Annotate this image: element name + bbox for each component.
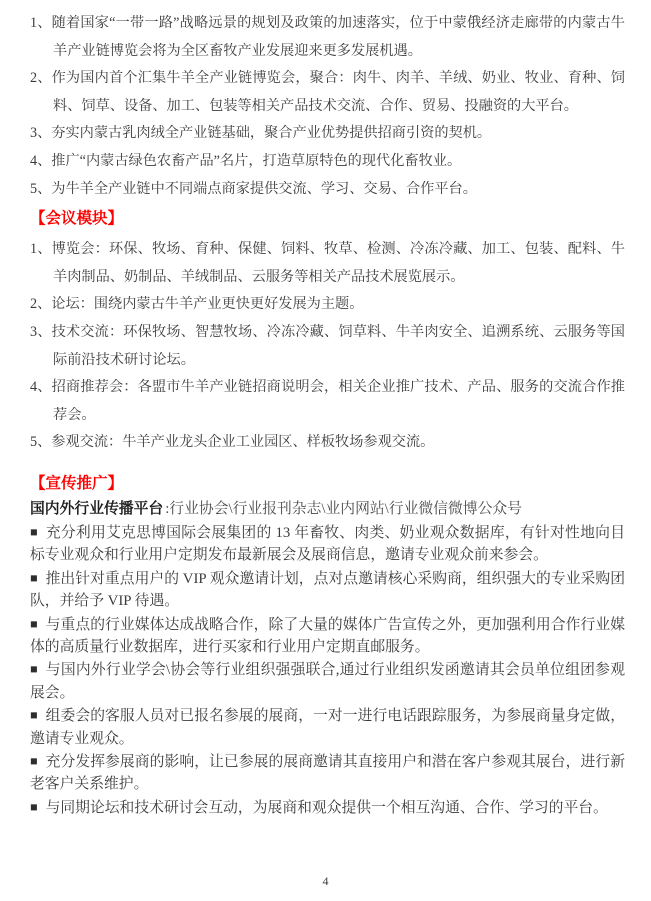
- bullet-item: [30, 521, 625, 567]
- item-text: 夯实内蒙古乳肉绒全产业链基础，聚合产业优势提供招商引资的契机。: [51, 125, 492, 142]
- square-bullet-icon: ■: [30, 753, 38, 768]
- page-number: 4: [322, 874, 329, 888]
- list-item: [30, 10, 625, 65]
- item-number: 5、: [30, 434, 52, 451]
- list-item: [30, 120, 625, 148]
- list-item: [30, 319, 625, 374]
- item-text: 招商推荐会：各盟市牛羊产业链招商说明会，相关企业推广技术、产品、服务的交流合作推荐会。: [51, 379, 625, 423]
- item-text: 论坛：围绕内蒙古牛羊产业更快更好发展为主题。: [51, 296, 364, 313]
- item-text: 参观交流：牛羊产业龙头企业工业园区、样板牧场参观交流。: [51, 434, 435, 451]
- platform-label: 国内外行业传播平台: [30, 500, 164, 517]
- bullet-text: 推出针对重点用户的 VIP 观众邀请计划，点对点邀请核心采购商，组织强大的专业采购团队，并给予 VIP 待遇。: [30, 570, 625, 610]
- square-bullet-icon: ■: [30, 616, 38, 631]
- bullet-text: 充分利用艾克思博国际会展集团的 13 年畜牧、肉类、奶业观众数据库，有针对性地向目标专业观众和行业用户定期发布最新展会及展商信息，邀请专业观众前来参会。: [30, 524, 625, 564]
- list-item: [30, 176, 625, 204]
- square-bullet-icon: ■: [30, 799, 38, 814]
- item-number: 4、: [30, 152, 52, 169]
- bullet-item: [30, 704, 625, 750]
- intro-section: [30, 10, 625, 203]
- bullet-item: [30, 796, 625, 819]
- item-text: 技术交流：环保牧场、智慧牧场、冷冻冷藏、饲草料、牛羊肉安全、追溯系统、云服务等国际前沿技术研讨论坛。: [51, 323, 625, 368]
- list-item: [30, 148, 625, 176]
- item-text: 为牛羊全产业链中不同端点商家提供交流、学习、交易、合作平台。: [51, 180, 477, 197]
- bullet-item: [30, 613, 625, 659]
- item-text: 推广“内蒙古绿色农畜产品”名片，打造草原特色的现代化畜牧业。: [51, 152, 462, 169]
- item-text: 随着国家“一带一路”战略远景的规划及政策的加速落实，位于中蒙俄经济走廊带的内蒙古牛羊产业链博览会将为全区畜牧产业发展迎来更多发展机遇。: [51, 15, 625, 59]
- platform-channels: :行业协会\行业报刊杂志\业内网站\行业微信微博公众号: [165, 500, 522, 517]
- list-item: [30, 429, 625, 457]
- item-text: 作为国内首个汇集牛羊全产业链博览会，聚合：肉牛、肉羊、羊绒、奶业、牧业、育种、饲料、饲草、设备、加工、包装等相关产品技术交流、合作、贸易、投融资的大平台。: [51, 70, 625, 114]
- bullet-text: 与重点的行业媒体达成战略合作，除了大量的媒体广告宣传之外，更加强利用合作行业媒体的高质量行业数据库，进行买家和行业用户定期直邮服务。: [30, 616, 625, 655]
- bullet-text: 与国内外行业学会\协会等行业组织强强联合,通过行业组织发函邀请其会员单位组团参观展会。: [30, 662, 625, 701]
- promotion-section: [30, 498, 625, 819]
- list-item: [30, 65, 625, 120]
- square-bullet-icon: ■: [30, 708, 38, 723]
- bullet-text: 组委会的客服人员对已报名参展的展商，一对一进行电话跟踪服务，为参展商量身定做，邀请专业观众。: [30, 708, 625, 747]
- item-number: 3、: [30, 323, 52, 340]
- square-bullet-icon: ■: [30, 570, 38, 585]
- list-item: [30, 236, 625, 291]
- item-number: 2、: [30, 296, 52, 313]
- item-number: 2、: [30, 70, 52, 87]
- item-number: 5、: [30, 180, 52, 197]
- list-item: [30, 291, 625, 319]
- item-number: 4、: [30, 379, 52, 396]
- bullet-text: 与同期论坛和技术研讨会互动，为展商和观众提供一个相互沟通、合作、学习的平台。: [45, 799, 608, 816]
- platform-line: [30, 498, 625, 521]
- item-text: 博览会：环保、牧场、育种、保健、饲料、牧草、检测、冷冻冷藏、加工、包装、配料、牛羊肉制品、奶制品、羊绒制品、云服务等相关产品技术展览展示。: [51, 241, 625, 285]
- conference-section-header: 【会议模块】: [30, 210, 124, 228]
- square-bullet-icon: ■: [30, 524, 38, 539]
- bullet-item: [30, 750, 625, 796]
- bullet-text: 充分发挥参展商的影响，让已参展的展商邀请其直接用户和潜在客户参观其展台，进行新老客户关系维护。: [30, 753, 625, 793]
- bullet-item: [30, 567, 625, 613]
- list-item: [30, 374, 625, 429]
- item-number: 1、: [30, 241, 52, 258]
- page-footer: [0, 874, 651, 889]
- conference-section: [30, 236, 625, 457]
- item-number: 3、: [30, 125, 52, 142]
- item-number: 1、: [30, 15, 52, 31]
- square-bullet-icon: ■: [30, 662, 38, 677]
- bullet-item: [30, 658, 625, 704]
- promotion-section-header: 【宣传推广】: [30, 474, 124, 492]
